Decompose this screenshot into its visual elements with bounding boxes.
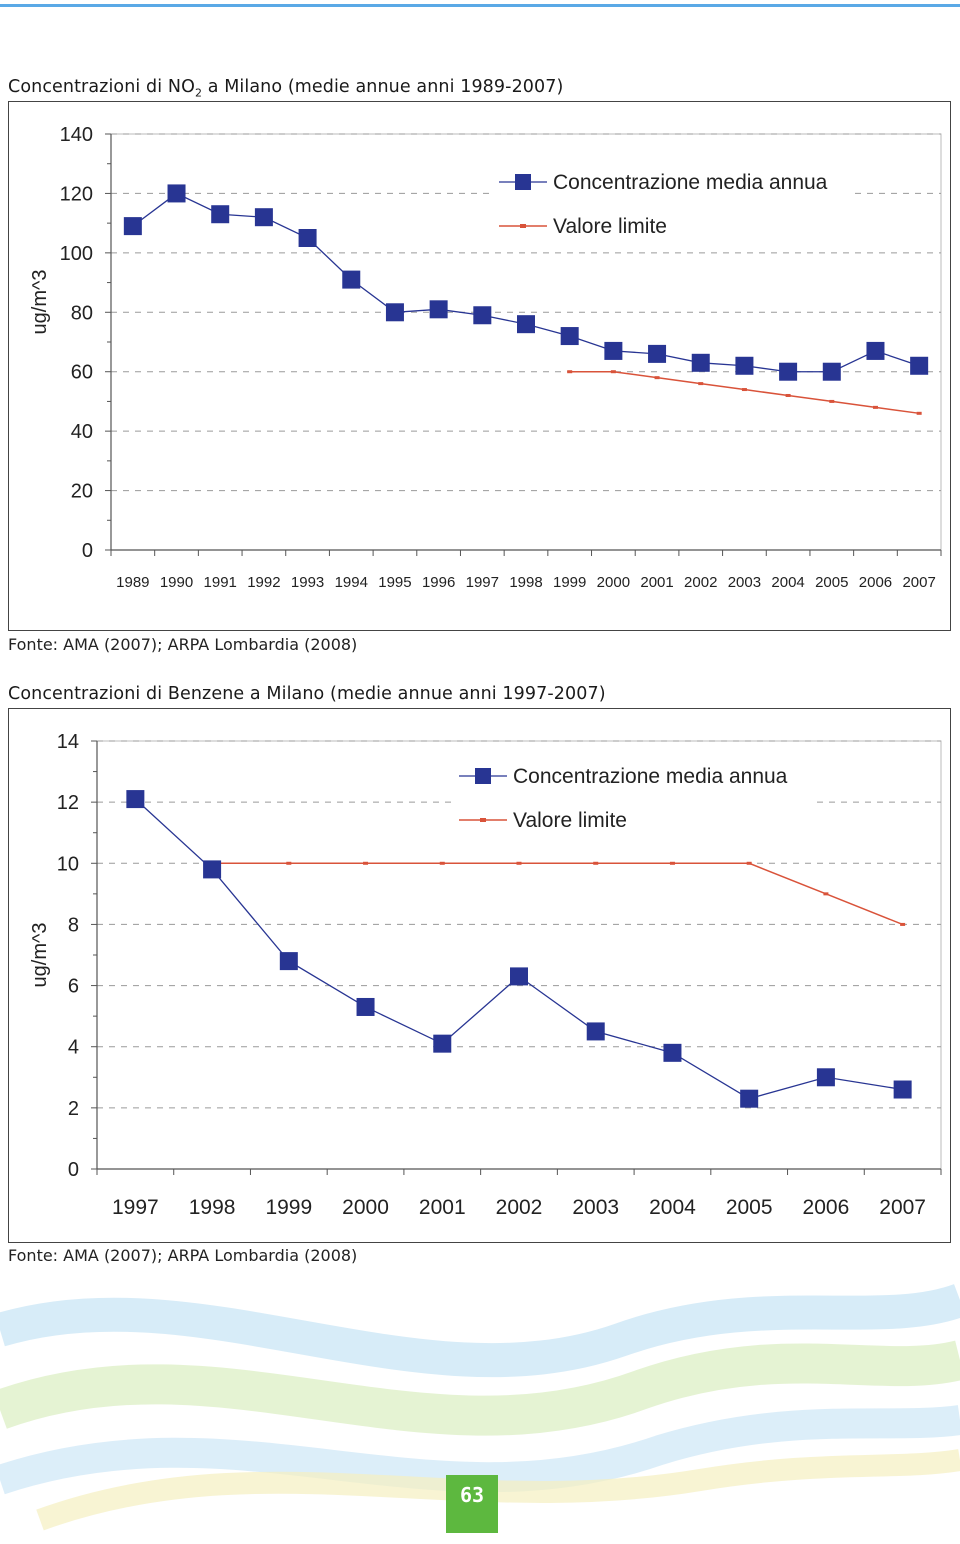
y-tick-label: 4 <box>67 1036 79 1059</box>
chart2-source: Fonte: AMA (2007); ARPA Lombardia (2008) <box>8 1246 358 1265</box>
point-valore-limite <box>440 862 445 865</box>
point-valore-limite <box>873 406 878 409</box>
point-concentrazione <box>866 342 884 360</box>
point-concentrazione <box>255 208 273 226</box>
x-tick-label: 2001 <box>640 574 674 591</box>
chart1-title <box>8 77 563 100</box>
x-tick-label: 1997 <box>112 1196 159 1219</box>
series-line-valore-limite <box>570 372 919 414</box>
x-tick-label: 1991 <box>203 574 237 591</box>
point-concentrazione <box>357 998 375 1016</box>
y-tick-label: 8 <box>67 914 79 937</box>
x-tick-label: 2002 <box>684 574 718 591</box>
legend-marker-concentrazione <box>515 174 531 190</box>
y-axis-title: ug/m^3 <box>29 269 51 335</box>
y-tick-label: 0 <box>81 540 93 562</box>
point-concentrazione <box>510 967 528 985</box>
x-tick-label: 1990 <box>159 574 194 591</box>
x-tick-label: 2002 <box>495 1196 543 1219</box>
y-tick-label: 40 <box>70 421 93 444</box>
point-concentrazione <box>211 205 229 223</box>
x-tick-label: 2004 <box>649 1196 696 1219</box>
x-tick-label: 1998 <box>188 1196 236 1219</box>
chart1-title-main: Concentrazioni di NO <box>8 77 195 97</box>
point-concentrazione <box>517 315 535 333</box>
point-valore-limite <box>829 400 834 403</box>
x-tick-label: 2004 <box>771 574 805 591</box>
y-tick-label: 10 <box>56 853 79 876</box>
legend-background <box>493 152 853 240</box>
x-tick-label: 2005 <box>815 574 849 591</box>
point-valore-limite <box>900 923 905 926</box>
x-tick-label: 2001 <box>418 1196 466 1219</box>
point-concentrazione <box>430 300 448 318</box>
point-valore-limite <box>593 862 598 865</box>
legend-label-valore-limite: Valore limite <box>553 215 667 238</box>
point-concentrazione <box>433 1035 451 1053</box>
x-tick-label: 2007 <box>902 574 936 591</box>
x-tick-label: 1992 <box>247 574 281 591</box>
y-tick-label: 80 <box>70 302 93 325</box>
point-concentrazione <box>604 342 622 360</box>
legend-marker-valore-limite <box>480 818 486 822</box>
point-valore-limite <box>670 862 675 865</box>
point-concentrazione <box>473 306 491 324</box>
point-valore-limite <box>363 862 368 865</box>
top-rule <box>0 4 960 7</box>
x-tick-label: 2005 <box>725 1196 773 1219</box>
point-concentrazione <box>124 217 142 235</box>
x-tick-label: 1995 <box>378 574 412 591</box>
legend-label-valore-limite: Valore limite <box>513 809 627 832</box>
point-valore-limite <box>742 388 747 391</box>
chart2-title: Concentrazioni di Benzene a Milano (medie annue anni 1997-2007) <box>8 684 606 704</box>
series-line-valore-limite <box>212 863 903 924</box>
x-tick-label: 2007 <box>879 1196 926 1219</box>
y-tick-label: 0 <box>67 1159 79 1181</box>
point-concentrazione <box>817 1068 835 1086</box>
y-tick-label: 14 <box>56 731 79 753</box>
point-valore-limite <box>786 394 791 397</box>
point-concentrazione <box>587 1022 605 1040</box>
point-valore-limite <box>747 862 752 865</box>
x-tick-label: 1994 <box>334 574 368 591</box>
point-concentrazione <box>663 1044 681 1062</box>
point-concentrazione <box>735 357 753 375</box>
x-tick-label: 2003 <box>727 574 762 591</box>
point-concentrazione <box>779 363 797 381</box>
x-tick-label: 2006 <box>858 574 893 591</box>
point-valore-limite <box>517 862 522 865</box>
y-tick-label: 20 <box>70 480 93 503</box>
legend-label-concentrazione: Concentrazione media annua <box>513 765 788 788</box>
point-concentrazione <box>894 1081 912 1099</box>
page-number: 63 <box>446 1475 498 1533</box>
chart1-source: Fonte: AMA (2007); ARPA Lombardia (2008) <box>8 635 358 654</box>
series-line-concentrazione <box>135 799 902 1099</box>
x-tick-label: 1999 <box>265 1196 313 1219</box>
point-concentrazione <box>386 303 404 321</box>
x-tick-label: 1993 <box>290 574 325 591</box>
point-valore-limite <box>286 862 291 865</box>
point-concentrazione <box>168 184 186 202</box>
chart1-title-rest: a Milano (medie annue anni 1989-2007) <box>202 77 564 97</box>
legend-marker-concentrazione <box>475 768 491 784</box>
x-tick-label: 2000 <box>596 574 631 591</box>
legend-marker-valore-limite <box>520 224 526 228</box>
point-concentrazione <box>740 1090 758 1108</box>
y-tick-label: 120 <box>59 183 93 206</box>
point-concentrazione <box>692 354 710 372</box>
point-concentrazione <box>910 357 928 375</box>
x-tick-label: 1998 <box>509 574 543 591</box>
point-concentrazione <box>648 345 666 363</box>
x-tick-label: 1997 <box>465 574 500 591</box>
point-concentrazione <box>561 327 579 345</box>
chart2-frame <box>8 708 951 1243</box>
point-concentrazione <box>299 229 317 247</box>
x-tick-label: 1999 <box>552 574 587 591</box>
x-tick-label: 2006 <box>802 1196 850 1219</box>
point-valore-limite <box>823 892 828 895</box>
x-tick-label: 2000 <box>342 1196 389 1219</box>
point-valore-limite <box>655 376 660 379</box>
x-tick-label: 2003 <box>572 1196 620 1219</box>
point-valore-limite <box>567 370 572 373</box>
x-tick-label: 1989 <box>116 574 150 591</box>
point-concentrazione <box>203 860 221 878</box>
y-tick-label: 2 <box>67 1097 79 1120</box>
y-tick-label: 6 <box>67 975 79 998</box>
benzene-chart <box>9 709 950 1242</box>
legend-background <box>453 746 813 834</box>
y-tick-label: 12 <box>56 792 79 815</box>
y-tick-label: 60 <box>70 361 93 384</box>
point-valore-limite <box>698 382 703 385</box>
point-concentrazione <box>280 952 298 970</box>
point-concentrazione <box>126 790 144 808</box>
no2-chart <box>9 102 950 630</box>
y-tick-label: 100 <box>59 242 93 265</box>
legend-label-concentrazione: Concentrazione media annua <box>553 171 828 194</box>
y-tick-label: 140 <box>59 124 93 146</box>
chart1-frame <box>8 101 951 631</box>
point-concentrazione <box>342 271 360 289</box>
point-valore-limite <box>917 412 922 415</box>
point-valore-limite <box>611 370 616 373</box>
point-concentrazione <box>823 363 841 381</box>
chart1-title-subscript: 2 <box>194 86 203 100</box>
y-axis-title: ug/m^3 <box>29 922 51 988</box>
x-tick-label: 1996 <box>421 574 456 591</box>
